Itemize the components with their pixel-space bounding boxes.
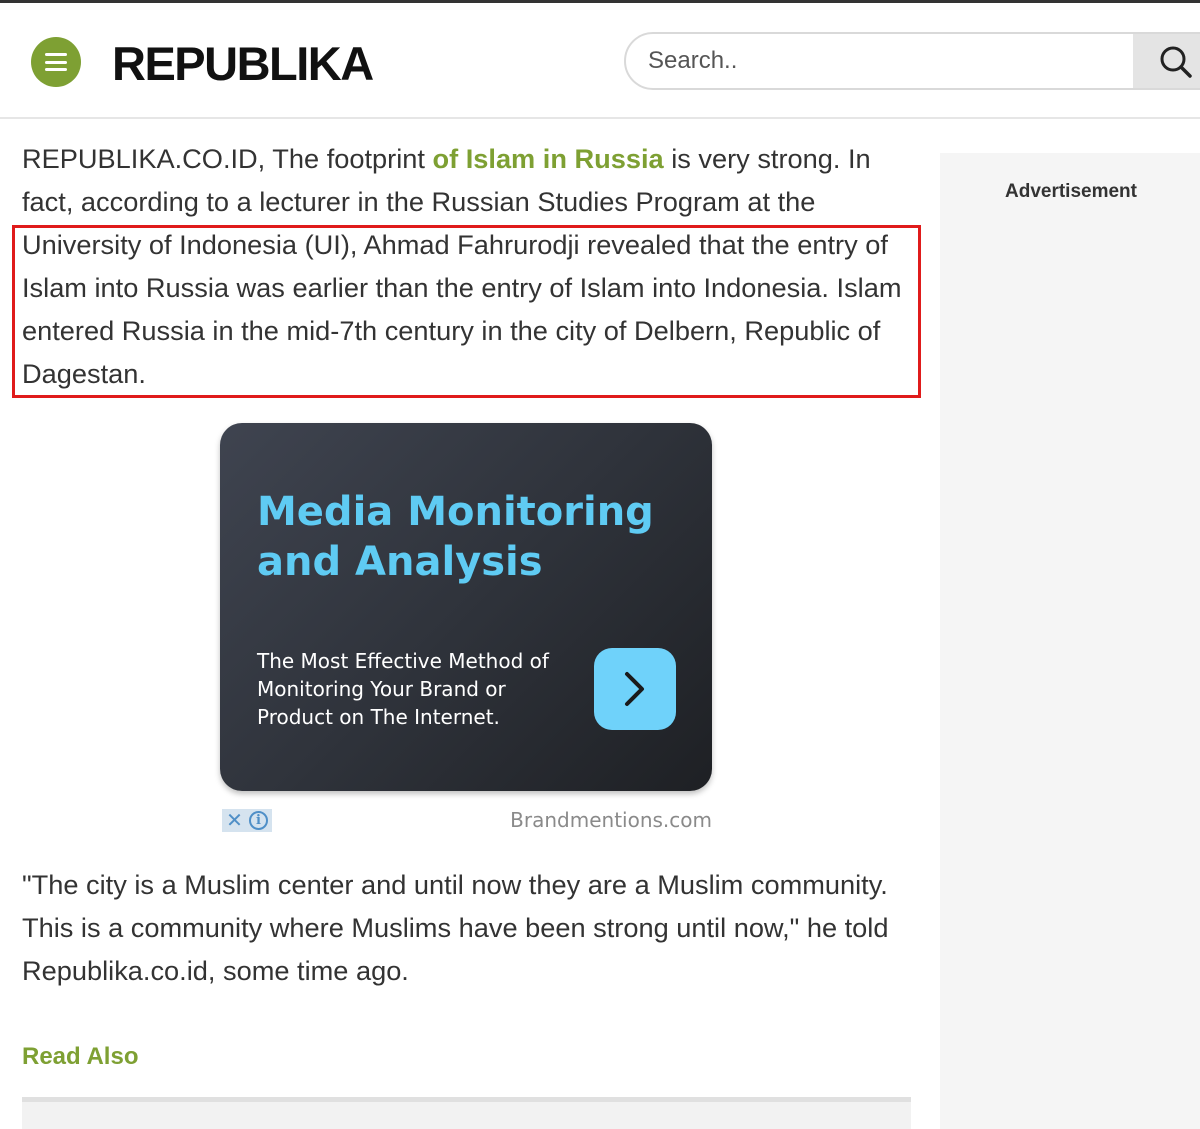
keyword-link[interactable]: of Islam in Russia: [432, 143, 664, 174]
search-button[interactable]: [1133, 34, 1200, 90]
adchoices-badge: [222, 809, 272, 832]
close-ad-icon[interactable]: ✕: [226, 808, 243, 832]
ad-cta-button[interactable]: [594, 648, 676, 730]
related-articles-box: [22, 1097, 911, 1129]
paragraph-lead: REPUBLIKA.CO.ID, The footprint: [22, 143, 433, 174]
hamburger-menu-icon[interactable]: [31, 37, 81, 87]
site-header: [0, 3, 1200, 119]
ad-description: The Most Effective Method of Monitoring Your Brand or Product on The Internet.: [257, 649, 549, 729]
search-icon: [1159, 45, 1193, 79]
inline-ad-card[interactable]: [220, 423, 712, 791]
paragraph-rest: is very strong. In fact, according to a lecturer in the Russian Studies Program at the University of Indonesia (UI), Ahmad Fahrurodji revealed that the entry of Islam into Russia was earlier than the entry of Islam into Indonesia. Islam entered Russia in the mid-7th century in the city of Delbern, Republic of Dagestan.: [22, 143, 902, 389]
search-bar: [624, 32, 1200, 90]
site-logo[interactable]: REPUBLIKA: [112, 37, 373, 90]
ad-source-link[interactable]: Brandmentions.com: [510, 808, 712, 832]
ad-info-icon[interactable]: i: [249, 811, 268, 830]
read-also-heading: Read Also: [22, 1043, 139, 1070]
chevron-right-icon: [622, 670, 648, 708]
advertisement-label: Advertisement: [1005, 181, 1137, 202]
search-input[interactable]: [648, 34, 1128, 88]
sidebar: [940, 153, 1200, 1129]
ad-title: Media Monitoring and Analysis: [257, 489, 654, 585]
highlight-annotation-box: [12, 225, 921, 398]
article-paragraph-2: "The city is a Muslim center and until now they are a Muslim community. This is a community where Muslims have been strong until now," he told Republika.co.id, some time ago.: [22, 869, 889, 986]
